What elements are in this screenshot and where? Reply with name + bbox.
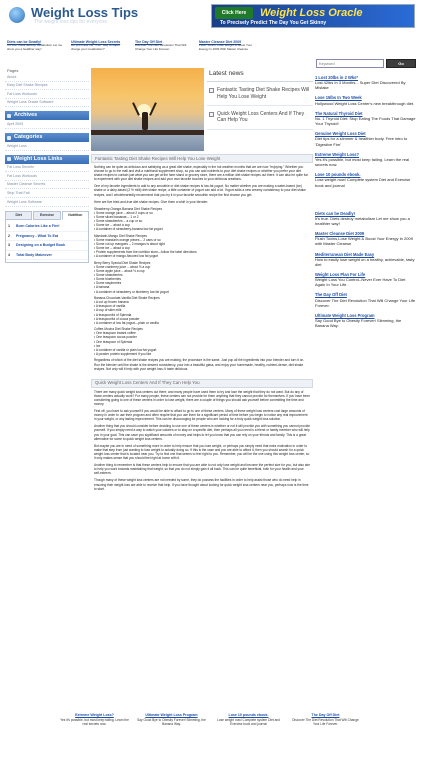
right-ad [315, 231, 416, 246]
recipe-heading: Berry Berry Special Diet Shake Recipes [94, 260, 151, 265]
top-ad-link[interactable]: The Day Off Diet [135, 40, 163, 44]
recipe-ingredient: • Some cut up mangoes -- 2 mangos is about right [94, 242, 310, 246]
tab-list-item[interactable] [6, 251, 88, 261]
right-ad-link[interactable]: Ultimate Weight Loss Program [315, 312, 375, 318]
recipe-ingredient: • A banana [94, 285, 310, 289]
recipe-list [94, 265, 310, 294]
article-paragraph: But maybe you are in need of something more in order to help ensure that you lose weight, or perhaps you simply need that extra motivation in order to make that step from just wanting to lose weight to actually doing so. If this is the case and you are able to afford it, then you should search for a quick weight loss center that is located near you. Try to find one that seems to feel right to you. Remember, you will be the one using this weight loss center, so it only makes sense that you should feel right at home with it. [94, 443, 310, 461]
article-paragraph: Nothing can be quite as delicious and satisfying as a great diet shake, especially in the hot weather months that we are now "enjoying." Whether you choose to go to the mall and visit a nutritional supplement shop, so you can add nutrients to your diet shake recipes or whether you prefer your diet shake recipes to contain just what you can get at the farm stand or grocery store, there are a million diet shake recipes out there. It can also be quite fun to experiment with your diet shake recipes and add your own favorite touches to your delicious creations. [94, 165, 309, 182]
right-ad [315, 272, 416, 287]
recipe-ingredient: • A teaspoonful of Splenda [94, 313, 310, 317]
article-body [91, 388, 313, 496]
page-link-workouts[interactable]: Fat Loss Workouts [5, 90, 89, 99]
article-paragraph: One of my favorite ingredients to add to any smoothie or diet shake recipes is low-fat yogurt. No matter whether you are making a water-based (ice) shake or a dairy-based (2 % milk) diet shake recipe, a little container of yogurt can add a lot. Yogurt adds a new creamy consistency to your diet shake recipes, and I wholeheartedly recommend that you try it in your favorite smoothie recipe the first chance you get. [94, 184, 306, 197]
top-ad-strip [5, 40, 416, 54]
blogroll-link[interactable]: Strip That Fat! [5, 189, 89, 198]
item-label[interactable]: Designing on a Budget Book [16, 243, 66, 248]
right-ad-desc: Lost 42lbs In 3 Months... Super Diet Discovered By Mistake [315, 80, 406, 91]
recipe-ingredient: • Some ice -- about a cup [94, 223, 310, 227]
right-ad-desc: Hollywood Weight Loss Center's new breakthrough diet. [315, 100, 415, 106]
right-ad-desc: Discover The Diet Revolution That Will Change Your Life Forever. [315, 297, 416, 308]
bottom-ad [214, 713, 283, 726]
bottom-ad-desc: Discover The Diet Revolution That Will Change Your Life Forever. [292, 717, 359, 726]
banner-badge[interactable]: Click Here [215, 7, 253, 19]
recipe-ingredient: • Some mandarin orange pieces -- 2 cans or so [94, 238, 310, 242]
bottom-ad-desc: Yes it's possible, but most keep failing. Learn the real secrets now. [60, 717, 129, 726]
recipe-ingredient: • Some blueberries [94, 277, 310, 281]
right-ad-link[interactable]: Diets can be Deadly! [315, 210, 356, 216]
recipe-ingredient: • Some sliced bananas -- 1 or 2 [94, 215, 310, 219]
recipe-ingredient: • Some strawberries [94, 273, 310, 277]
recipe-ingredient: • A powder protein supplement if you like [94, 352, 310, 356]
category-link[interactable]: Weight Loss [5, 142, 89, 151]
right-ad [315, 292, 416, 307]
latest-news [207, 68, 313, 151]
document-icon [209, 88, 214, 93]
item-number: 1 [8, 224, 10, 228]
hero-area [91, 68, 313, 151]
top-ad-desc: Do you know the *trick* way to super charge your metabolism? [71, 43, 120, 52]
right-ad-desc: No. 1 Thyroid Diet: Stop Eating The Foods That Damage Your Thyroid! [315, 116, 416, 127]
recipe-ingredient: • Protein supplements from the nutrition store—follow the label directions [94, 250, 310, 254]
blogroll-link[interactable]: Fat Loss Secrets [5, 164, 89, 173]
recipe-ingredient: • Some ice -- about a cup [94, 246, 310, 250]
bottom-ad-link[interactable]: Lose 10 pounds ebook. [228, 713, 269, 717]
blogroll-link[interactable]: Weight Loss Software [5, 198, 89, 207]
recipe-list [94, 238, 310, 258]
right-ad-link[interactable]: Genuine Weight Loss Diet [315, 131, 366, 137]
right-ad-desc: Yes it's possible, but most keep failing. Learn the real secrets now. [315, 156, 410, 168]
right-ad-link[interactable]: Master Cleanse Diet 2009 [315, 231, 365, 237]
recipe-heading: Banana-Chocolate-Vanilla Diet Shake Recipes [94, 296, 160, 301]
top-ad-link[interactable]: Master Cleanse Diet 2009 [199, 40, 242, 44]
bottom-ad-desc: Lose weight now! Complete system Diet and Exercise book and journal [217, 717, 280, 726]
latest-news-item[interactable] [207, 106, 313, 130]
site-header [5, 4, 416, 40]
right-ad-link[interactable]: Mediterranean Diet Made Easy [315, 251, 375, 257]
right-ad [315, 95, 416, 105]
top-ad [133, 40, 195, 54]
pages-label: Pages [7, 68, 19, 73]
search-form [316, 59, 416, 68]
blogroll-link[interactable]: Fat Loss Workouts [5, 172, 89, 181]
bottom-ad-link[interactable]: Ultimate Weight Loss Program [145, 713, 198, 717]
recipe-ingredient: • One teaspoon instant coffee [94, 331, 310, 335]
ad-spacer [261, 40, 416, 54]
recipe-ingredient: • Some cranberry juice -- about ½ a cup [94, 265, 310, 269]
recipe-heading: Strawberry-Orange-Banana Diet Shake Recipes [94, 206, 163, 211]
right-ad [315, 75, 416, 90]
tab-diet[interactable]: Diet [5, 211, 32, 220]
recipe-heading: Coffee-Mocha Diet Shake Recipes [94, 327, 143, 332]
right-ad-link[interactable]: The Natural Thyroid Diet [315, 110, 363, 116]
item-number: 4 [8, 252, 10, 257]
page-link-shake-recipes[interactable]: Easy Diet Shake Recipes [5, 82, 89, 91]
right-ad-desc: Weight Loss You Control--Never Ever Have To Diet Again In Your Life. [315, 277, 406, 288]
right-ad-desc: Lose weight now! Complete system Diet and Exercise book and journal [315, 177, 411, 188]
right-ad-desc: Diet tips for a slimmer & healthier body. Free intro to 'Digestive Fire' [315, 136, 408, 147]
recipe-ingredient: • One teaspoon cocoa powder [94, 335, 310, 339]
recipe-ingredient: • Some apple juice -- about ½ a cup [94, 269, 310, 273]
article-paragraph: Here are five tried-and-true diet shake recipes. Give them a whirl in your blender: [94, 199, 209, 204]
item-label[interactable]: Burn Calories Like a Fire! [16, 224, 60, 228]
latest-news-link[interactable]: Quick Weight Loss Centers And If They Can Help You [217, 111, 305, 124]
right-ad [315, 172, 416, 187]
bottom-ad-desc: Say Good Bye to Obesity Forever! Slimming, the Banana Way. [137, 717, 206, 726]
recipe-ingredient: • A cut up frozen banana [94, 300, 310, 304]
figure-silhouette [142, 112, 148, 130]
recipe-heading: Mandarin-Mango Diet Shake Recipes [94, 233, 147, 238]
categories-heading: Categories [5, 133, 89, 142]
top-ad-desc: It's true. Diets destroy metabolism Let me show you a healthier way! [7, 43, 63, 52]
latest-news-heading: Latest news [207, 68, 313, 82]
globe-icon [9, 7, 25, 23]
recipe-ingredient: • A teaspoonful of cocoa powder [94, 317, 310, 321]
recipe-ingredient: • A container of vanilla or plain low fat yogurt [94, 348, 310, 352]
recipe-ingredient: • A container of mango-flavored low fat yogurt [94, 254, 310, 258]
top-ad [69, 40, 131, 54]
page-link-oracle[interactable]: Weight Loss Oracle Software [5, 99, 89, 108]
search-input[interactable] [316, 59, 384, 68]
site-title[interactable]: Weight Loss Tips [31, 5, 139, 20]
topic-tabs [5, 211, 89, 220]
recipe-ingredient: • A container of strawberry-banana low fat yogurt [94, 227, 310, 231]
right-ad-link[interactable]: Extreme Weight Loss? [315, 151, 360, 157]
right-ad-desc: How to easily lose weight on a healthy, achievable, tasty diet [315, 256, 415, 267]
recipe-ingredient: • Ice [94, 344, 310, 348]
recipe-ingredient: • A cup of skim milk [94, 308, 310, 312]
archive-link[interactable]: April 2009 [5, 120, 89, 129]
article-body [91, 163, 313, 376]
bottom-ad [291, 713, 360, 726]
right-ad-desc: Say Good Bye to Obesity Forever! Slimming, the Banana Way. [315, 318, 402, 329]
right-ad [315, 211, 416, 226]
article-paragraph: First off, you have to ask yourself if you would be able to afford to go to one of these centers. Many of these weight loss centers cost large amounts of money in order to use their program and often require that you use them for a significant period of time before you begin to notice any real improvement in your weight, or any lasting improvement. This can be discouraging for people who are looking for a truly quick weight loss solution. [94, 409, 308, 422]
recipe-list [94, 211, 310, 231]
recipe-ingredient: • Some raspberries [94, 281, 310, 285]
article-title[interactable]: Fantastic Tasting Diet Shake Recipes Will Help You Lose Weight [91, 154, 313, 163]
item-label[interactable]: Total Body Makeover [16, 252, 52, 257]
article-paragraph: Another thing to remember is that these centers help to ensure that you are able to not only lose weight and become the perfect size for you, but also aim to help you work towards maintaining that weight, so that you do not simply gain it all back. This can be quite beneficial, both for your health and your self-esteem. [94, 463, 310, 476]
tab-panel [5, 220, 89, 263]
right-ad-desc: It's true. Diets destroy metabolism Let me show you a healthier way! [315, 215, 410, 226]
recipe-ingredient: • One teaspoon of Splenda [94, 340, 310, 344]
bottom-ad [60, 713, 129, 726]
left-sidebar [5, 68, 89, 263]
article-paragraph: Though many of these weight loss centers are not needed by some, they do possess the facilities in order to help assist those who do need help in ensuring their weight loss are able to receive that help. If you have thought about looking for quick weight loss centers near you, perhaps now is the time to start. [94, 478, 309, 491]
article-title[interactable]: Quick Weight Loss Centers And If They Can Help You [91, 379, 313, 388]
recipe-ingredient: • A container of low fat yogurt—plain or vanilla [94, 321, 310, 325]
ad-spacer [315, 193, 416, 211]
right-ad-column [315, 75, 416, 333]
main-content [91, 68, 313, 496]
tab-nutrition[interactable]: Nutrition [62, 211, 89, 220]
bottom-ad [137, 713, 206, 726]
item-number: 3 [8, 243, 10, 248]
right-ad-link[interactable]: Weight Loss Plan For Life [315, 271, 366, 277]
right-ad [315, 313, 416, 328]
top-ad-desc: Discover The Diet Revolution That Will Change Your Life Forever. [135, 43, 187, 52]
recipe-ingredient: • A teaspoon of vanilla [94, 304, 310, 308]
search-button[interactable]: Go [386, 59, 416, 68]
item-label[interactable]: Pregnancy - What To Eat [16, 233, 59, 238]
top-ad-link[interactable]: Ultimate Weight Loss Secrets [71, 40, 121, 44]
blogroll-link[interactable]: Master Cleanse Secrets [5, 181, 89, 190]
top-ad-desc: Flush Toxins, Lose Weight & Boost Your Energy In 2009 With Master Cleanse [199, 43, 253, 52]
right-ad-desc: Flush Toxins,Lose Weight & Boost Your Energy In 2009 with Master Cleanse [315, 236, 413, 247]
right-ad-link[interactable]: Lose 10 pounds ebook. [315, 172, 361, 178]
page-link-about[interactable]: About [5, 73, 89, 82]
recipe-list [94, 300, 310, 325]
recipe-ingredient: • Some orange juice -- about 2 cups or so [94, 211, 310, 215]
right-ad-link[interactable]: Lose 15lbs In Two Week [315, 95, 362, 101]
right-ad [315, 111, 416, 126]
sunset-pier-photo [91, 68, 204, 151]
right-ad [315, 152, 416, 167]
article-paragraph: There are many quick weight loss centers out there, and many people have used them to try and lose the weight that they do not want. But do any of those centers actually work? For many people, these centers can not provide for them anything that they cannot provide for themselves. If you have been considering going to one of these centers in order to lose weight, there are a couple of things you should ask yourself before committing the time and money. [94, 389, 310, 406]
document-icon [209, 112, 214, 117]
bottom-ad-strip [60, 713, 360, 726]
site-subtitle: The weight loss tips for everyone [34, 19, 108, 25]
banner-tagline: To Precisely Predict The Day You Get Skinny [220, 20, 327, 26]
latest-news-link[interactable]: Fantastic Tasting Diet Shake Recipes Will Help You Lose Weight [217, 87, 310, 100]
links-heading: Weight Loss Links [5, 155, 89, 164]
article-paragraph: Another thing that you should consider before deciding to use one of these centers is whether or not it will provide you with something you cannot provide yourself. If you simply need a way to watch your calories or to stay on a specific diet, then perhaps all you need is a friend or family member who will help you in your goal. This can save you significant amounts of money and helps to let you know that you can rely on your friends and family. This is a great alternative for some to quick weight loss centers. [94, 424, 310, 441]
tab-list-item[interactable] [6, 241, 88, 251]
top-ad-link[interactable]: Diets can be Deadly! [7, 40, 42, 44]
right-ad [315, 252, 416, 267]
article-paragraph: Regardless of which of the diet shake recipes you are making, the procedure is the same. Just pop all the ingredients into your blender and turn it on. Run the blender until the shake is the desired consistency, pour into a beautiful glass, and enjoy your homemade, healthy, nutrient-dense, diet shake recipes. Not only will it help with your weight loss; it taste delicious. [94, 358, 305, 371]
top-ad [5, 40, 67, 54]
archives-heading: Archives [5, 111, 89, 120]
right-ad-link[interactable]: The Day Off Diet [315, 292, 347, 298]
right-ad [315, 131, 416, 146]
tab-list-item[interactable] [6, 222, 88, 232]
right-ad-link[interactable]: 1 Lost 20lbs in 2 Wks* [315, 75, 358, 80]
recipe-list [94, 331, 310, 356]
latest-news-item[interactable] [207, 82, 313, 106]
tab-list-item[interactable] [6, 232, 88, 242]
top-ad [197, 40, 259, 54]
bottom-ad-link[interactable]: The Day Off Diet [311, 713, 340, 717]
tab-exercise[interactable]: Exercise [33, 211, 60, 220]
bottom-ad-link[interactable]: Extreme Weight Loss? [75, 713, 114, 717]
recipe-ingredient: • Some strawberries -- a cup or so [94, 219, 310, 223]
pier-shape [91, 130, 204, 135]
item-number: 2 [8, 233, 10, 238]
site-logo[interactable] [5, 4, 205, 40]
banner-title[interactable]: Weight Loss Oracle [260, 7, 363, 19]
recipe-ingredient: • A container of strawberry or blueberry low fat yogurt [94, 290, 310, 294]
header-banner-ad[interactable] [211, 4, 415, 28]
